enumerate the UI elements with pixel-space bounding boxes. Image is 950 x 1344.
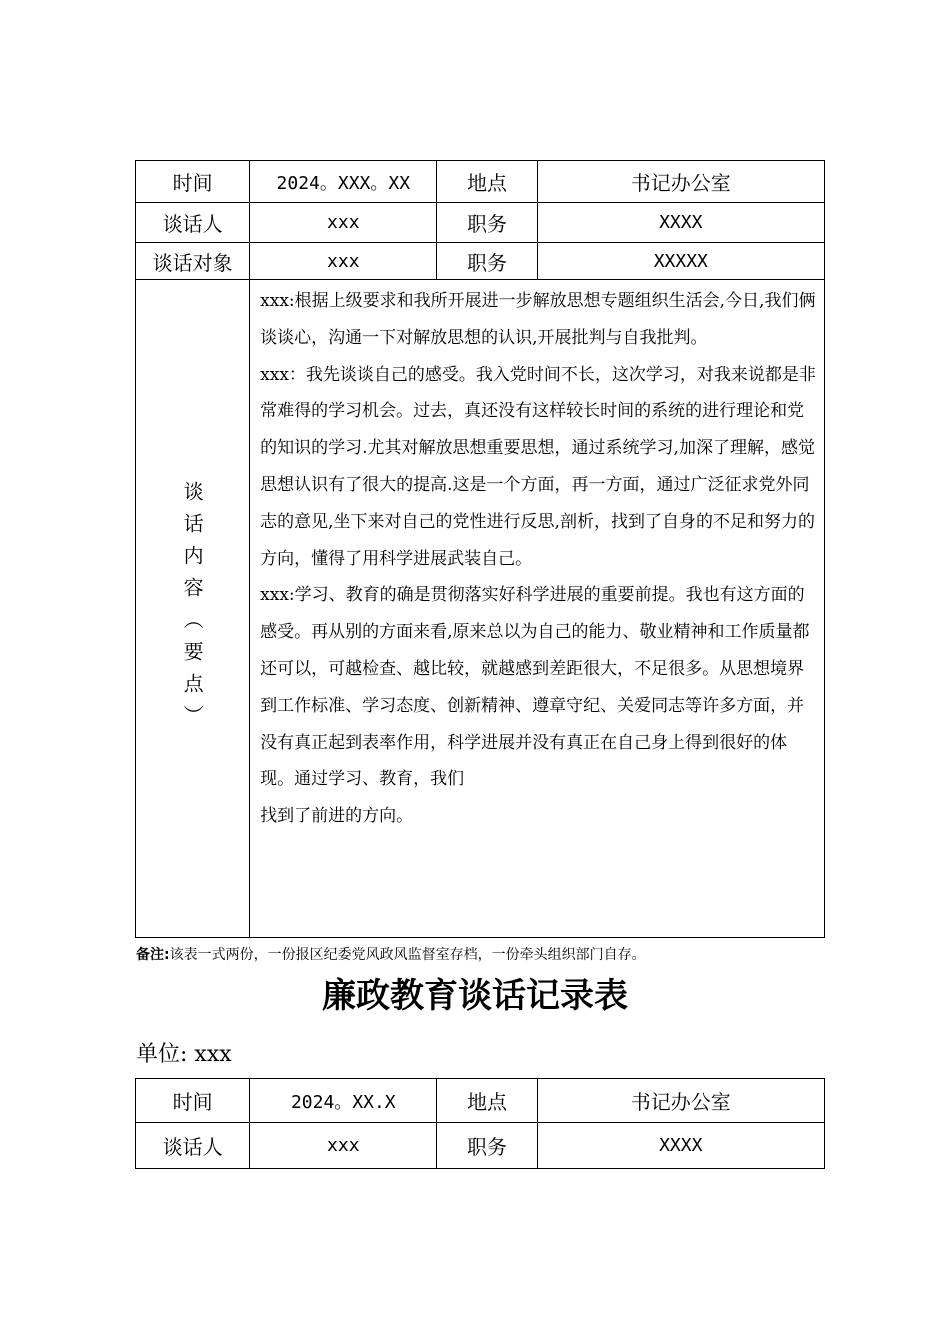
speaker-post-label: 职务 [437,1123,537,1169]
row-time-place [136,1079,825,1123]
content-label-cell [136,280,250,938]
target-value: xxx [250,243,437,280]
time-value: 2024。XXX。XX [250,161,437,203]
speaker-post-value: XXXX [537,1123,824,1169]
target-post-value: XXXXX [537,243,824,280]
row-time-place [136,161,825,203]
place-value: 书记办公室 [537,1079,824,1123]
speaker-value: xxx [250,203,437,243]
place-value: 书记办公室 [537,161,824,203]
place-label: 地点 [437,161,537,203]
content-paragraph: xxx:根据上级要求和我所开展进一步解放思想专题组织生活会,今日,我们俩谈谈心，沟通一下对解放思想的认识,开展批判与自我批判。 [260,291,816,348]
content-paragraph: xxx：我先谈谈自己的感受。我入党时间不长，这次学习，对我来说都是非常难得的学习机会。过去，真还没有这样较长时间的系统的进行理论和党的知识的学习.尤其对解放思想重要思想，通过系统学习,加深了理解，感觉思想认识有了很大的提高.这是一个方面，再一方面，通过广泛征求党外同志的意见,坐下来对自己的党性进行反思,剖析，找到了自身的不足和努力的方向，懂得了用科学进展武装自己。 [260,364,816,569]
time-label: 时间 [136,1079,250,1123]
time-label: 时间 [136,161,250,203]
form-title: 廉政教育谈话记录表 [322,976,628,1016]
speaker-post-value: XXXX [537,203,824,243]
speaker-label: 谈话人 [136,203,250,243]
row-speaker [136,203,825,243]
speaker-value: xxx [250,1123,437,1169]
talk-record-table-1 [135,160,825,938]
talk-record-table-2 [135,1078,825,1169]
remark-text: 该表一式两份，一份报区纪委党风政风监督室存档，一份牵头组织部门自存。 [169,947,646,963]
target-post-label: 职务 [437,243,537,280]
remark-label: 备注: [136,947,170,963]
target-label: 谈话对象 [136,243,250,280]
content-label: 谈话内容（要点） [180,480,205,737]
place-label: 地点 [437,1079,537,1123]
remark [136,944,646,964]
content-paragraph: 找到了前进的方向。 [260,806,414,827]
row-target [136,243,825,280]
content-text [250,280,825,938]
row-content [136,280,825,938]
content-paragraph: xxx:学习、教育的确是贯彻落实好科学进展的重要前提。我也有这方面的感受。再从别的方面来看,原来总以为自己的能力、敬业精神和工作质量都还可以，可越检查、越比较，就越感到差距很大，不足很多。从思想境界到工作标准、学习态度、创新精神、遵章守纪、关爱同志等许多方面，并没有真正起到表率作用，科学进展并没有真正在自己身上得到很好的体现。通过学习、教育，我们 [260,585,810,790]
row-speaker [136,1123,825,1169]
speaker-post-label: 职务 [437,203,537,243]
time-value: 2024。XX.X [250,1079,437,1123]
unit-line: 单位: xxx [136,1042,232,1067]
speaker-label: 谈话人 [136,1123,250,1169]
